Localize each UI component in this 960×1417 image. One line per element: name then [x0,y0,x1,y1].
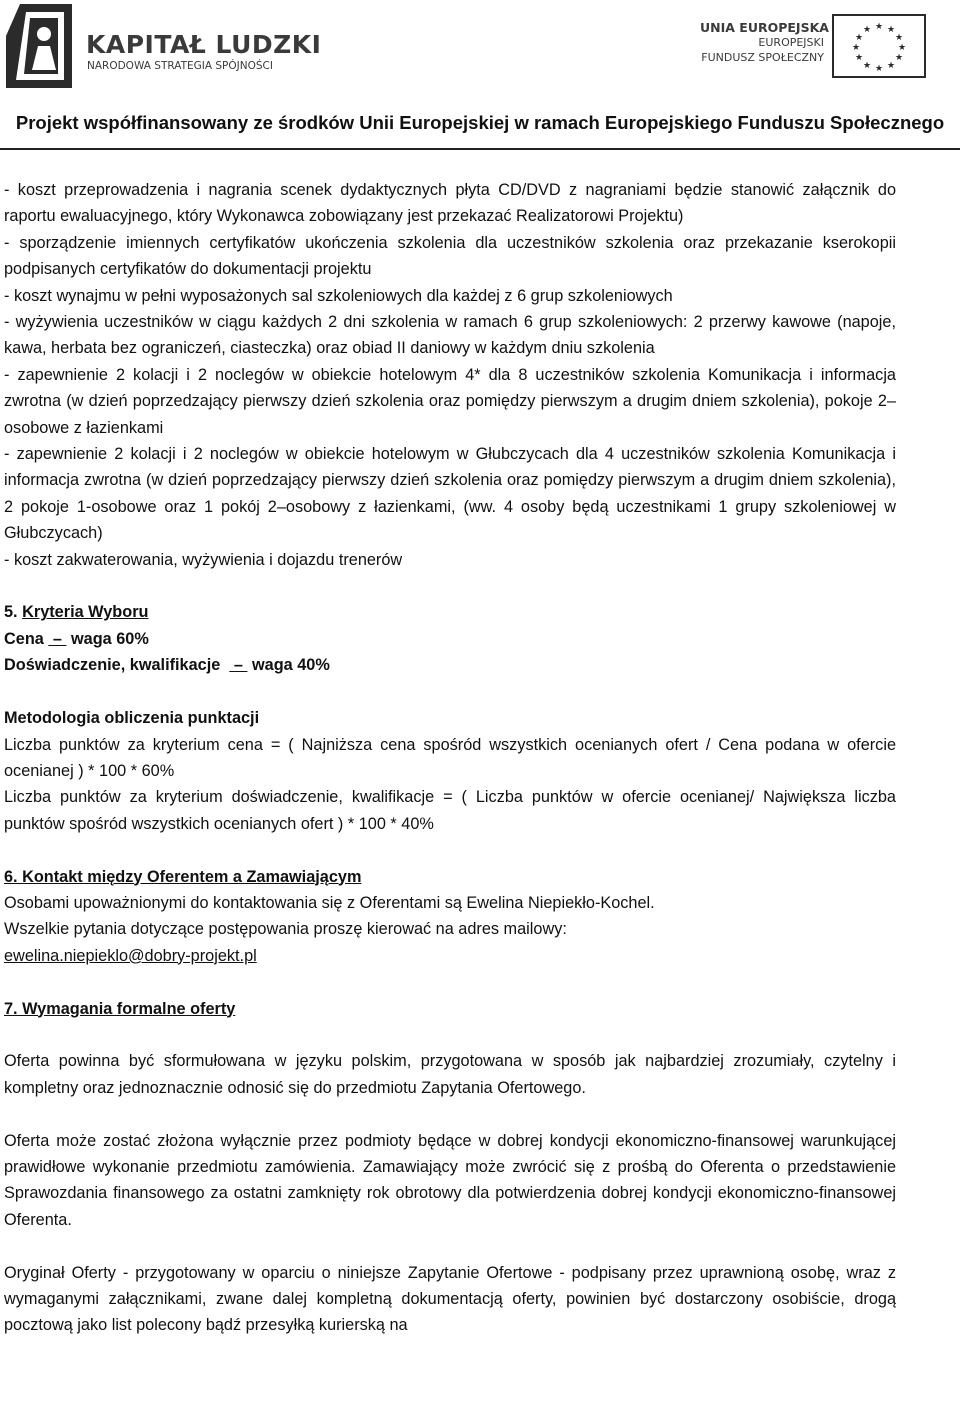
criterion-price-label: Cena [4,629,44,648]
eu-logo-line1: UNIA EUROPEJSKA [700,20,829,35]
requirements-paragraph: Oferta może zostać złożona wyłącznie przez podmioty będące w dobrej kondycji ekonomiczno-finansowej warunkującej prawidłowe wykonanie przedmiotu zamówienia. Zamawiający może zwrócić się z prośbą do Oferenta o przedstawienie Sprawozdania finansowego za ostatni zamknięty rok obrotowy dla potwierdzenia dobrej kondycji ekonomiczno-finansowej Oferenta. [4,1131,896,1229]
spacer [4,679,896,705]
svg-text:★: ★ [886,61,896,71]
methodology-heading: Metodologia obliczenia punktacji [4,709,260,728]
spacer [4,573,896,599]
spacer [4,1022,896,1048]
logo-subtitle: NARODOWA STRATEGIA SPÓJNOŚCI [87,60,273,72]
eu-logo [700,14,930,78]
svg-text:★: ★ [851,43,861,53]
criterion-experience: Doświadczenie, kwalifikacje – waga 40% [4,656,330,675]
list-item: - koszt przeprowadzenia i nagrania scenek dydaktycznych płyta CD/DVD z nagraniami będzie stanowić załącznik do raportu ewaluacyjnego, który Wykonawca zobowiązany jest przekazać Realizatorowi Projektu) [4,181,896,226]
list-item: - zapewnienie 2 kolacji i 2 noclegów w obiekcie hotelowym w Głubczycach dla 4 uczestników szkolenia Komunikacja i informacja zwrotna (w dzień poprzedzający pierwszy dzień szkolenia oraz pomiędzy pierwszym a drugim dniem szkolenia), 2 pokoje 1-osobowe oraz 1 pokój 2–osobowy z łazienkami, (ww. 4 osoby będą uczestnikami 1 grupy szkoleniowej w Głubczycach) [4,445,896,543]
criterion-price-weight: waga 60% [71,629,149,648]
requirements-paragraph: Oryginał Oferty - przygotowany w oparciu o niniejsze Zapytanie Ofertowe - podpisany przez uprawnioną osobę, wraz z wymaganymi załącznikami, zwane dalej kompletną dokumentacją oferty, powinien być dostarczony osobiście, drogą pocztową jako list polecony bądź przesyłką kurierską na [4,1263,896,1335]
list-item: - koszt zakwaterowania, wyżywienia i dojazdu trenerów [4,550,403,569]
kapital-ludzki-emblem-icon [6,4,74,88]
svg-text:★: ★ [874,22,884,32]
section-5-number: 5. [4,603,23,622]
section-6-heading: 6. Kontakt między Oferentem a Zamawiającym [4,867,362,886]
svg-text:★: ★ [886,25,896,35]
contact-persons: Osobami upoważnionymi do kontaktowania się z Oferentami są Ewelina Niepiekło-Kochel. [4,893,655,912]
header-divider [0,148,960,150]
eu-logo-line2: EUROPEJSKI [758,36,824,49]
eu-logo-line3: FUNDUSZ SPOŁECZNY [701,51,824,64]
eu-logo-text [700,20,829,65]
spacer [4,1233,896,1259]
requirements-paragraph: Oferta powinna być sformułowana w języku polskim, przygotowana w sposób jak najbardziej zrozumiały, czytelny i kompletny oraz jednoznacznie odnosić się do przedmiotu Zapytania Ofertowego. [4,1052,896,1097]
criterion-experience-weight: waga 40% [251,656,330,675]
eu-flag-icon [832,14,926,78]
spacer [4,969,896,995]
criterion-price: Cena – waga 60% [4,629,149,648]
contact-questions: Wszelkie pytania dotyczące postępowania proszę kierować na adres mailowy: [4,920,567,939]
kapital-ludzki-logo [6,4,322,88]
methodology-price-formula: Liczba punktów za kryterium cena = ( Najniższa cena spośród wszystkich ocenianych ofert / Cena podana w ofercie ocenianej ) * 100 * 60% [4,735,896,780]
list-item: - zapewnienie 2 kolacji i 2 noclegów w obiekcie hotelowym 4* dla 8 uczestników szkolenia Komunikacja i informacja zwrotna (w dzień poprzedzający pierwszy dzień szkolenia oraz pomiędzy pierwszym a drugim dniem szkolenia), pokoje 2–osobowe z łazienkami [4,365,896,437]
methodology-experience-formula: Liczba punktów za kryterium doświadczenie, kwalifikacje = ( Liczba punktów w ofercie ocenianej/ Największa liczba punktów spośród wszystkich ocenianych ofert ) * 100 * 40% [4,788,896,833]
svg-text:★: ★ [854,33,864,43]
svg-text:★: ★ [894,53,904,63]
logo-title: KAPITAŁ LUDZKI [86,30,322,59]
list-item: - koszt wynajmu w pełni wyposażonych sal szkoleniowych dla każdej z 6 grup szkoleniowych [4,286,673,305]
project-cofinancing-line: Projekt współfinansowany ze środków Unii Europejskiej w ramach Europejskiego Funduszu Społecznego [15,112,945,133]
criterion-experience-label: Doświadczenie, kwalifikacje [4,656,221,675]
svg-text:★: ★ [862,25,872,35]
list-item: - sporządzenie imiennych certyfikatów ukończenia szkolenia dla uczestników szkolenia oraz przekazanie kserokopii podpisanych certyfikatów do dokumentacji projektu [4,233,896,279]
section-7-heading: 7. Wymagania formalne oferty [4,999,236,1018]
list-item: - wyżywienia uczestników w ciągu każdych 2 dni szkolenia w ramach 6 grup szkoleniowych: 2 przerwy kawowe (napoje, kawa, herbata bez ograniczeń, ciasteczka) oraz obiad II daniowy w każdym dniu szkolenia [4,313,896,358]
spacer [4,1101,896,1127]
svg-text:★: ★ [862,61,872,71]
section-5-title: Kryteria Wyboru [22,603,149,622]
spacer [4,837,896,863]
svg-text:★: ★ [874,64,884,74]
document-body [4,177,896,1339]
svg-text:★: ★ [854,53,864,63]
svg-text:★: ★ [894,33,904,43]
section-5-heading [4,599,896,625]
contact-email-link[interactable]: ewelina.niepieklo@dobry-projekt.pl [4,946,257,965]
contact-email-line [4,943,896,969]
svg-text:★: ★ [897,43,907,53]
